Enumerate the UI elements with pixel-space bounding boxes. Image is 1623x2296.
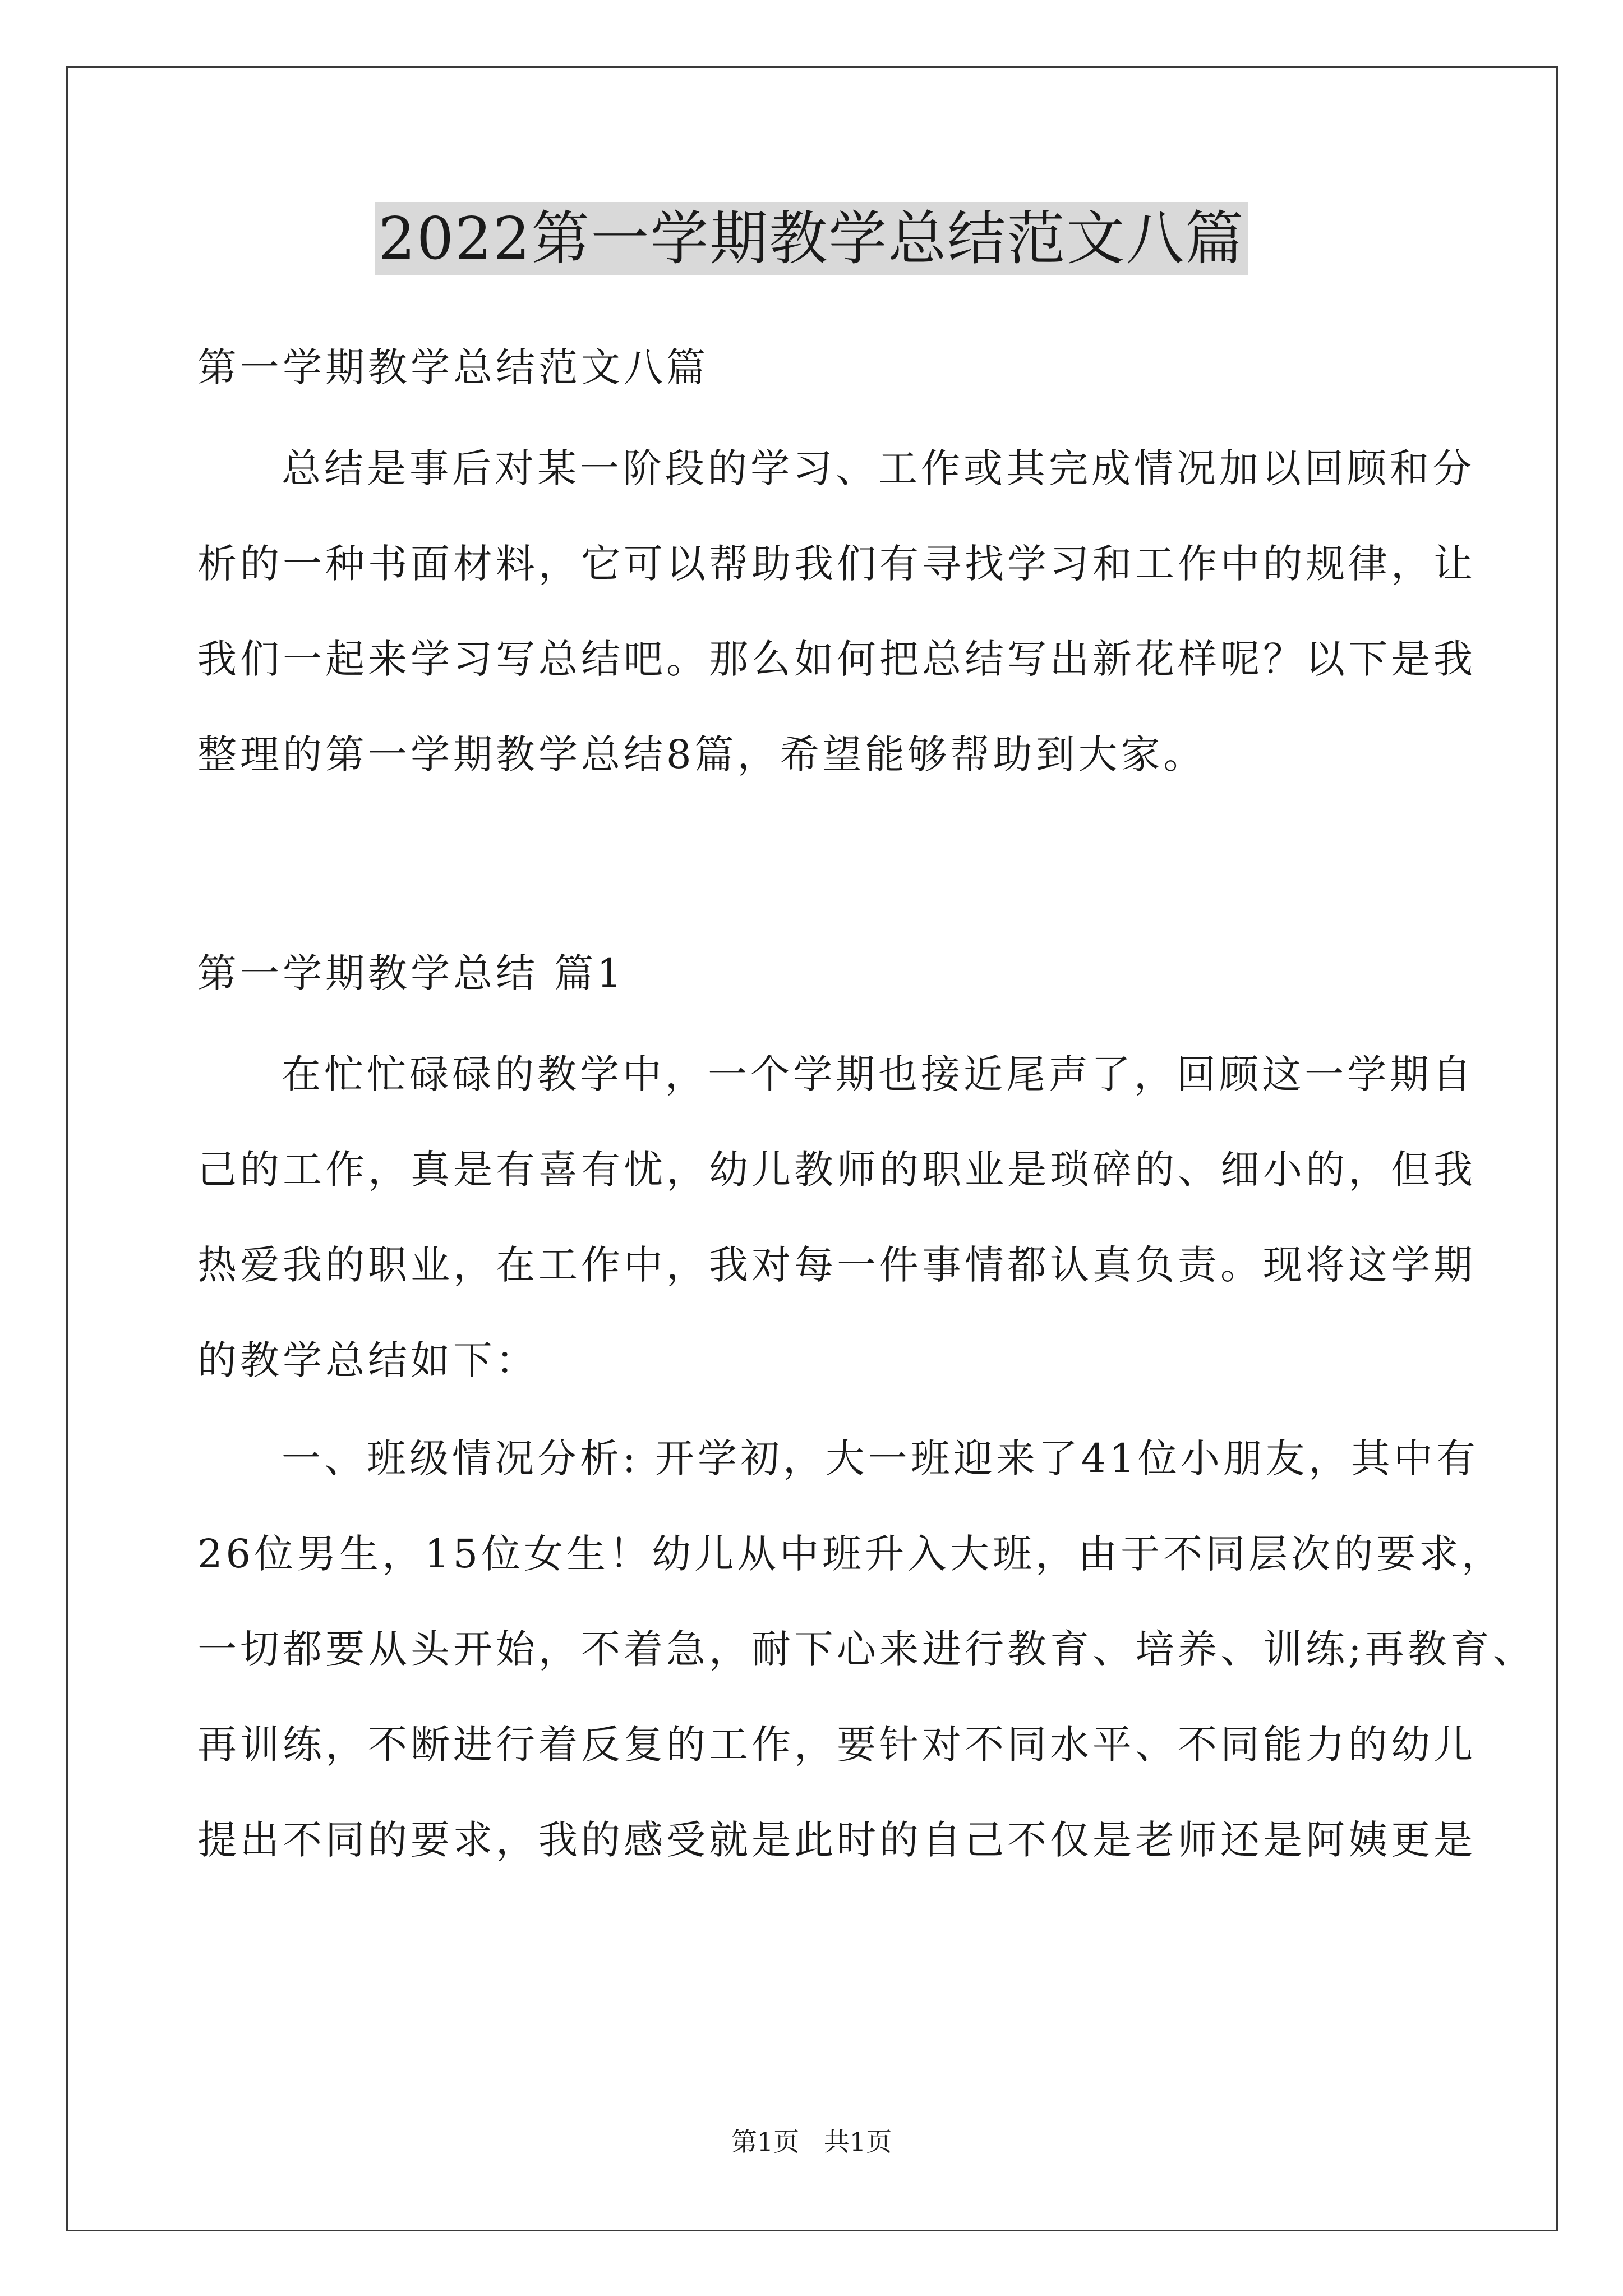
intro-line: 析的一种书面材料，它可以帮助我们有寻找学习和工作中的规律，让 <box>197 541 1476 587</box>
section-heading: 第一学期教学总结 篇1 <box>197 950 625 996</box>
paragraph-line: 的教学总结如下： <box>197 1337 538 1383</box>
subtitle: 第一学期教学总结范文八篇 <box>197 344 709 390</box>
document-title-text: 2022第一学期教学总结范文八篇 <box>375 202 1248 275</box>
paragraph-line: 己的工作，真是有喜有忧，幼儿教师的职业是琐碎的、细小的，但我 <box>197 1147 1476 1193</box>
paragraph-line: 热爱我的职业，在工作中，我对每一件事情都认真负责。现将这学期 <box>197 1242 1476 1288</box>
intro-line: 总结是事后对某一阶段的学习、工作或其完成情况加以回顾和分 <box>282 445 1475 491</box>
intro-line: 整理的第一学期教学总结8篇，希望能够帮助到大家。 <box>197 731 1206 777</box>
page-footer: 第1页 共1页 <box>731 2127 892 2157</box>
paragraph-line: 再训练，不断进行着反复的工作，要针对不同水平、不同能力的幼儿 <box>197 1722 1476 1768</box>
paragraph-line: 一切都要从头开始，不着急，耐下心来进行教育、培养、训练;再教育、 <box>197 1626 1536 1672</box>
paragraph-line: 提出不同的要求，我的感受就是此时的自己不仅是老师还是阿姨更是 <box>197 1817 1476 1863</box>
paragraph-line: 26位男生，15位女生！幼儿从中班升入大班，由于不同层次的要求， <box>197 1531 1505 1577</box>
intro-line: 我们一起来学习写总结吧。那么如何把总结写出新花样呢？以下是我 <box>197 636 1476 682</box>
paragraph-line: 在忙忙碌碌的教学中，一个学期也接近尾声了，回顾这一学期自 <box>282 1051 1475 1097</box>
paragraph-line: 一、班级情况分析: 开学初，大一班迎来了41位小朋友，其中有 <box>282 1435 1479 1481</box>
document-title <box>0 199 1623 278</box>
